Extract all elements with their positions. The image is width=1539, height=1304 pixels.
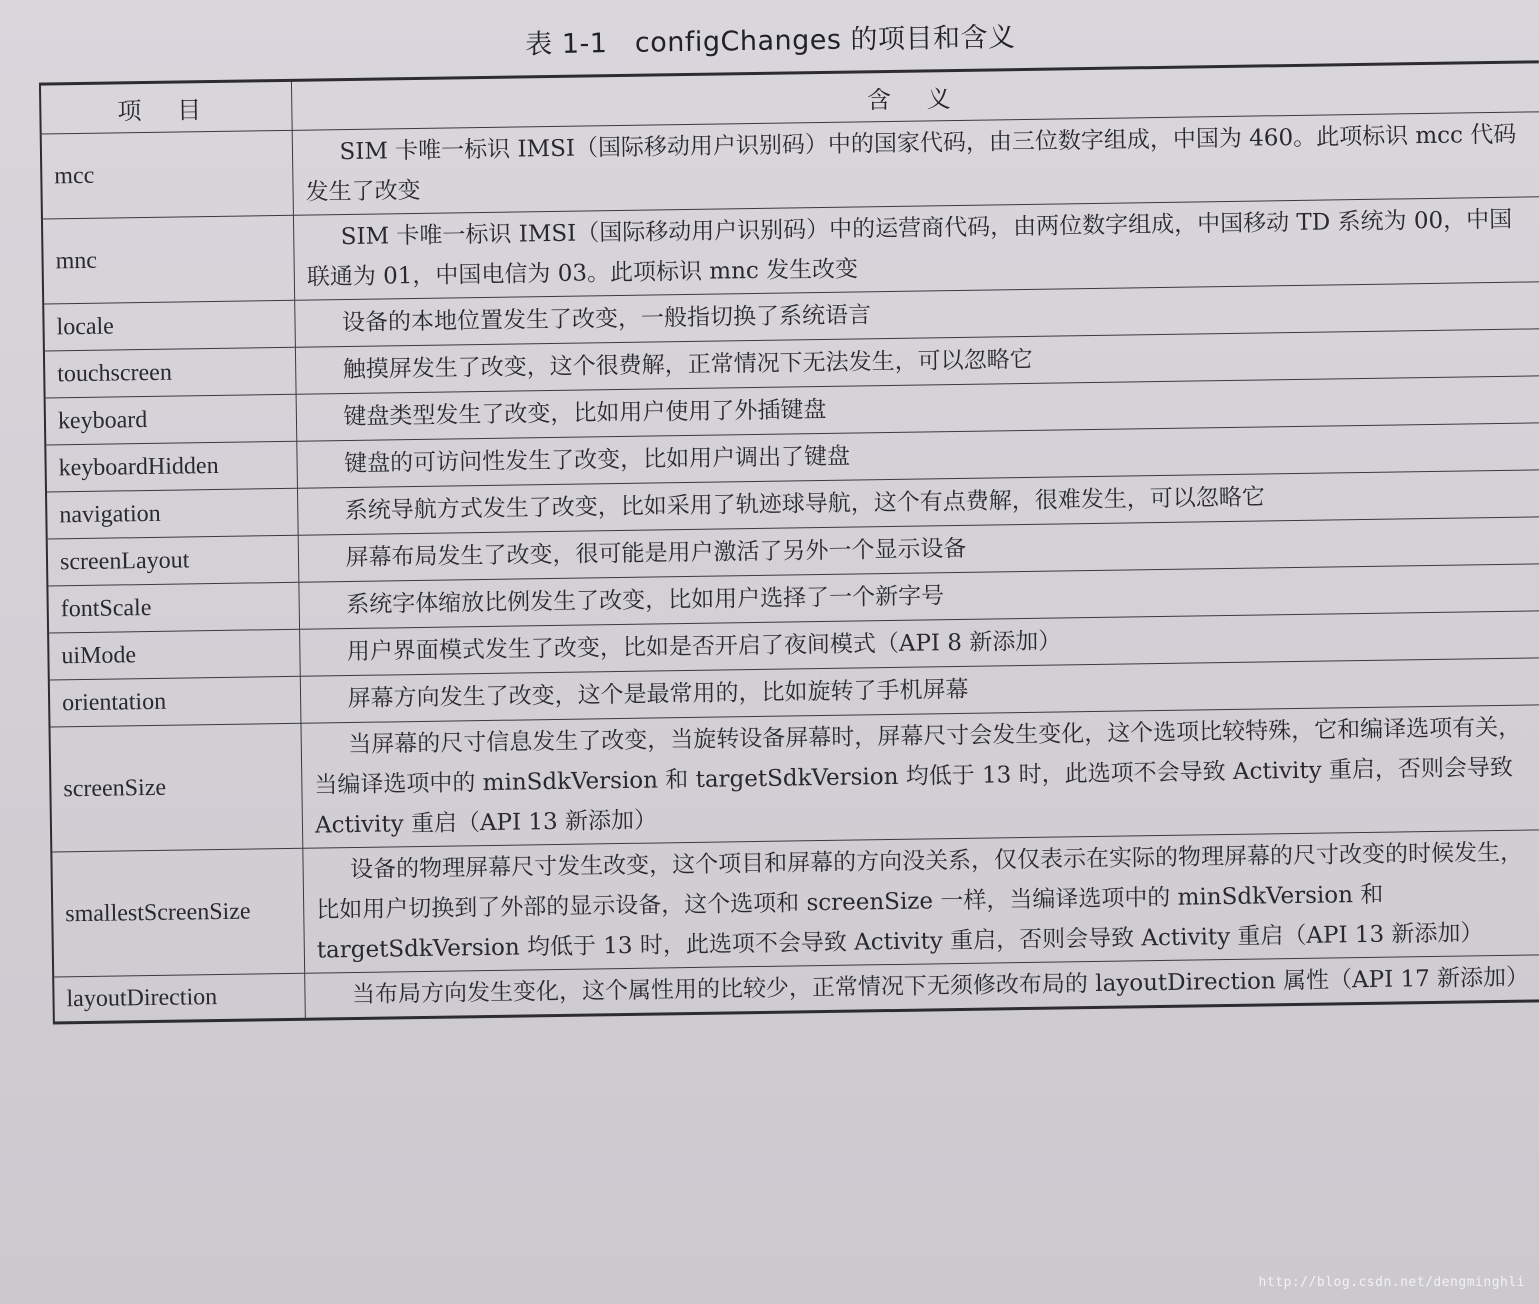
desc-cell: 设备的本地位置发生了改变，一般指切换了系统语言 (295, 282, 1539, 348)
item-cell: mcc (41, 130, 294, 219)
desc-cell: 当屏幕的尺寸信息发生了改变，当旋转设备屏幕时，屏幕尺寸会发生变化，这个选项比较特殊，它和编译选项有关，当编译选项中的 minSdkVersion 和 targetSdkVersion 均低于 13 时，此选项不会导致 Activity 重启，否则会导致 Activity 重启（API 13 新添加） (301, 705, 1539, 848)
desc-cell: 屏幕方向发生了改变，这个是最常用的，比如旋转了手机屏幕 (300, 658, 1539, 724)
item-cell: fontScale (47, 582, 299, 633)
item-cell: screenLayout (47, 535, 299, 586)
config-changes-table (39, 60, 1539, 1024)
page-content (10, 0, 1539, 1025)
desc-cell: 当布局方向发生变化，这个属性用的比较少，正常情况下无须修改布局的 layoutDirection 属性（API 17 新添加） (305, 955, 1539, 1020)
item-cell: keyboardHidden (45, 441, 297, 492)
item-cell: layoutDirection (53, 973, 305, 1023)
table-caption: 表 1-1 configChanges 的项目和含义 (525, 22, 1016, 61)
item-cell: orientation (49, 676, 301, 727)
desc-cell: 系统导航方式发生了改变，比如采用了轨迹球导航，这个有点费解，很难发生，可以忽略它 (297, 470, 1539, 536)
item-cell: uiMode (48, 629, 300, 680)
desc-cell: 触摸屏发生了改变，这个很费解，正常情况下无法发生，可以忽略它 (295, 329, 1539, 395)
table-row (49, 705, 1539, 852)
item-cell: locale (43, 300, 295, 351)
item-cell: smallestScreenSize (51, 848, 304, 977)
desc-cell: 系统字体缩放比例发生了改变，比如用户选择了一个新字号 (299, 564, 1539, 630)
desc-cell: SIM 卡唯一标识 IMSI（国际移动用户识别码）中的运营商代码，由两位数字组成，中国移动 TD 系统为 00，中国联通为 01，中国电信为 03。此项标识 mnc 发生改变 (293, 197, 1539, 300)
item-cell: touchscreen (44, 347, 296, 398)
item-cell: mnc (42, 215, 295, 304)
table-row (51, 830, 1539, 977)
item-cell: navigation (46, 488, 298, 539)
header-meaning: 含 义 (291, 62, 1539, 131)
item-cell: screenSize (49, 723, 302, 852)
desc-cell: SIM 卡唯一标识 IMSI（国际移动用户识别码）中的国家代码，由三位数字组成，中国为 460。此项标识 mcc 代码发生了改变 (292, 112, 1539, 215)
desc-cell: 屏幕布局发生了改变，很可能是用户激活了另外一个显示设备 (298, 517, 1539, 583)
item-cell: keyboard (45, 394, 297, 445)
desc-cell: 用户界面模式发生了改变，比如是否开启了夜间模式（API 8 新添加） (300, 611, 1539, 677)
desc-cell: 键盘类型发生了改变，比如用户使用了外插键盘 (296, 376, 1539, 442)
desc-cell: 键盘的可访问性发生了改变，比如用户调出了键盘 (297, 423, 1539, 489)
desc-cell: 设备的物理屏幕尺寸发生改变，这个项目和屏幕的方向没关系，仅仅表示在实际的物理屏幕的尺寸改变的时候发生，比如用户切换到了外部的显示设备，这个选项和 screenSize 一样，当编译选项中的 minSdkVersion 和 targetSdkVersion 均低于 13 时，此选项不会导致 Activity 重启，否则会导致 Activity 重启（API 13 新添加） (303, 830, 1539, 973)
watermark: http://blog.csdn.net/dengminghli (1258, 1275, 1525, 1290)
header-item: 项 目 (40, 80, 292, 134)
